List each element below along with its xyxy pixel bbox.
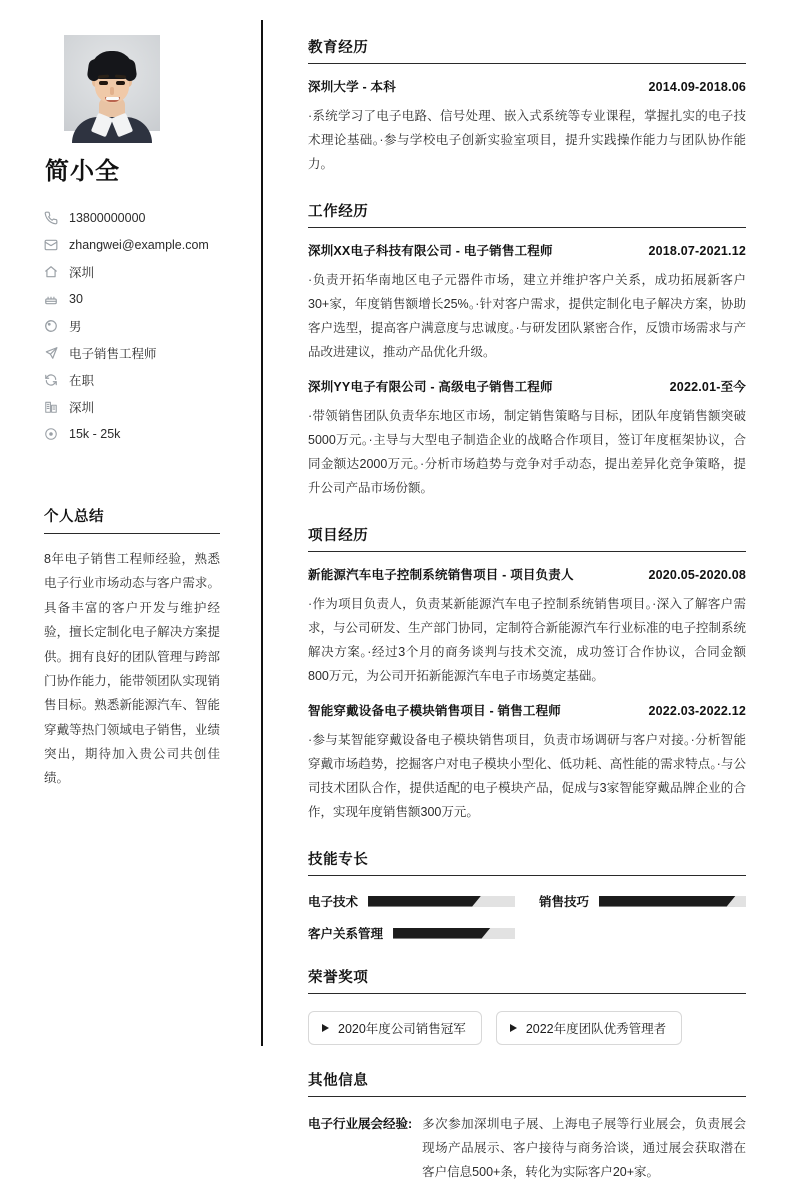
contact-row-age [44,285,220,312]
section-heading-education: 教育经历 [308,40,369,56]
entry-date: 2022.03-2022.12 [648,704,746,718]
contact-value-position: 电子销售工程师 [69,346,157,361]
main-column [262,0,794,1179]
award-chip[interactable] [308,1011,482,1045]
phone-icon [44,211,58,225]
sidebar [0,0,262,1046]
award-label: 2022年度团队优秀管理者 [525,1022,667,1036]
section-divider [308,993,746,994]
entry-date: 2014.09-2018.06 [648,80,746,94]
contact-row-gender [44,312,220,339]
entry-date: 2018.07-2021.12 [648,244,746,258]
entry-description: ·作为项目负责人，负责某新能源汽车电子控制系统销售项目。·深入了解客户需求，与公司研发、生产部门协同，定制符合新能源汽车行业标准的电子控制系统解决方案。·经过3个月的商务谈判与技术交流，成功签订合作协议，合同金额800万元，为公司开拓新能源汽车电子市场奠定基础。 [308,597,746,683]
home-icon [44,265,58,279]
section-work [308,200,746,500]
section-divider [308,227,746,228]
contact-row-status [44,366,220,393]
section-awards [308,966,746,1045]
skills-grid [308,892,746,942]
section-projects [308,524,746,824]
skill-label: 客户关系管理 [308,927,384,941]
cake-icon [44,292,58,306]
avatar [64,35,160,131]
contact-value-status: 在职 [69,373,95,388]
education-entry [308,77,746,176]
contact-row-phone [44,204,220,231]
entry-title: 新能源汽车电子控制系统销售项目 - 项目负责人 [308,568,574,582]
section-heading-other: 其他信息 [308,1073,369,1089]
entry-description: ·参与某智能穿戴设备电子模块销售项目，负责市场调研与客户对接。·分析智能穿戴市场趋势，挖掘客户对电子模块小型化、低功耗、高性能的需求特点。·与公司技术团队合作，提供适配的电子模块产品，促成与3家智能穿戴品牌企业的合作，实现年度销售额300万元。 [308,733,746,819]
contact-row-hometown [44,258,220,285]
contact-value-salary: 15k - 25k [69,426,121,441]
target-icon [44,427,58,441]
entry-description: ·系统学习了电子电路、信号处理、嵌入式系统等专业课程，掌握扎实的电子技术理论基础。·参与学校电子创新实验室项目，提升实践操作能力与团队协作能力。 [308,109,746,171]
portrait-photo [64,35,160,131]
section-divider [308,1096,746,1097]
section-heading-projects: 项目经历 [308,528,369,544]
contact-list [44,204,220,447]
building-icon [44,400,58,414]
skill-progress-fill [368,896,481,907]
skill-progress-fill [393,928,491,939]
entry-title: 深圳大学 - 本科 [308,80,396,94]
work-entry [308,241,746,364]
entry-date: 2020.05-2020.08 [648,568,746,582]
award-label: 2020年度公司销售冠军 [338,1022,466,1036]
entry-description: ·负责开拓华南地区电子元器件市场，建立并维护客户关系，成功拓展新客户30+家，年度销售额增长25%。·针对客户需求，提供定制化电子解决方案，协助客户选型，提高客户满意度与忠诚度。·与研发团队紧密合作，反馈市场需求与产品改进建议，推动产品优化升级。 [308,273,746,359]
section-education [308,36,746,176]
section-heading-summary: 个人总结 [44,509,104,525]
summary-text: 8年电子销售工程师经验，熟悉电子行业市场动态与客户需求。具备丰富的客户开发与维护经验，擅长定制化电子解决方案提供。拥有良好的团队管理与跨部门协作能力，能带领团队实现销售目标。熟悉新能源汽车、智能穿戴等热门领域电子销售，业绩突出，期待加入贵公司共创佳绩。 [44,552,220,786]
skill-item [539,892,746,910]
page-title: 简小全 [45,158,120,185]
skill-item [308,892,515,910]
section-divider [44,533,220,534]
section-heading-work: 工作经历 [308,204,369,220]
contact-row-email [44,231,220,258]
contact-row-salary [44,420,220,447]
skill-item [308,924,515,942]
contact-value-gender: 男 [69,319,82,334]
skill-label: 销售技巧 [539,895,590,909]
gender-icon [44,319,58,333]
skill-progress-track [599,896,746,907]
skill-progress-track [368,896,515,907]
project-entry [308,701,746,824]
awards-row [308,1011,746,1045]
section-divider [308,551,746,552]
contact-row-city [44,393,220,420]
triangle-right-icon [510,1024,517,1032]
column-divider [261,20,263,1046]
other-info-row [308,1112,746,1184]
triangle-right-icon [322,1024,329,1032]
award-chip[interactable] [496,1011,682,1045]
entry-title: 智能穿戴设备电子模块销售项目 - 销售工程师 [308,704,562,718]
section-other-info [308,1069,746,1184]
section-summary [44,505,220,791]
section-heading-awards: 荣誉奖项 [308,970,369,986]
project-entry [308,565,746,688]
entry-description: ·带领销售团队负责华东地区市场，制定销售策略与目标，团队年度销售额突破5000万元。·主导与大型电子制造企业的战略合作项目，签订年度框架协议，合同金额达2000万元。·分析市场趋势与竞争对手动态，提出差异化竞争策略，提升公司产品市场份额。 [308,409,746,495]
contact-value-age: 30 [69,291,83,306]
entry-title: 深圳YY电子有限公司 - 高级电子销售工程师 [308,380,553,394]
contact-value-phone: 13800000000 [69,210,146,225]
refresh-icon [44,373,58,387]
envelope-icon [44,238,58,252]
contact-row-position [44,339,220,366]
section-divider [308,63,746,64]
other-info-label: 电子行业展会经验: [308,1117,413,1131]
contact-value-email: zhangwei@example.com [69,237,209,252]
skill-progress-track [393,928,515,939]
entry-title: 深圳XX电子科技有限公司 - 电子销售工程师 [308,244,553,258]
other-info-value: 多次参加深圳电子展、上海电子展等行业展会，负责展会现场产品展示、客户接待与商务洽谈，通过展会获取潜在客户信息500+条，转化为实际客户20+家。 [422,1117,746,1179]
section-heading-skills: 技能专长 [308,852,369,868]
section-divider [308,875,746,876]
section-skills [308,848,746,942]
contact-value-city: 深圳 [69,400,95,415]
entry-date: 2022.01-至今 [669,380,746,394]
skill-label: 电子技术 [308,895,359,909]
skill-progress-fill [599,896,736,907]
contact-value-hometown: 深圳 [69,265,95,280]
paper-plane-icon [44,346,58,360]
work-entry [308,377,746,500]
